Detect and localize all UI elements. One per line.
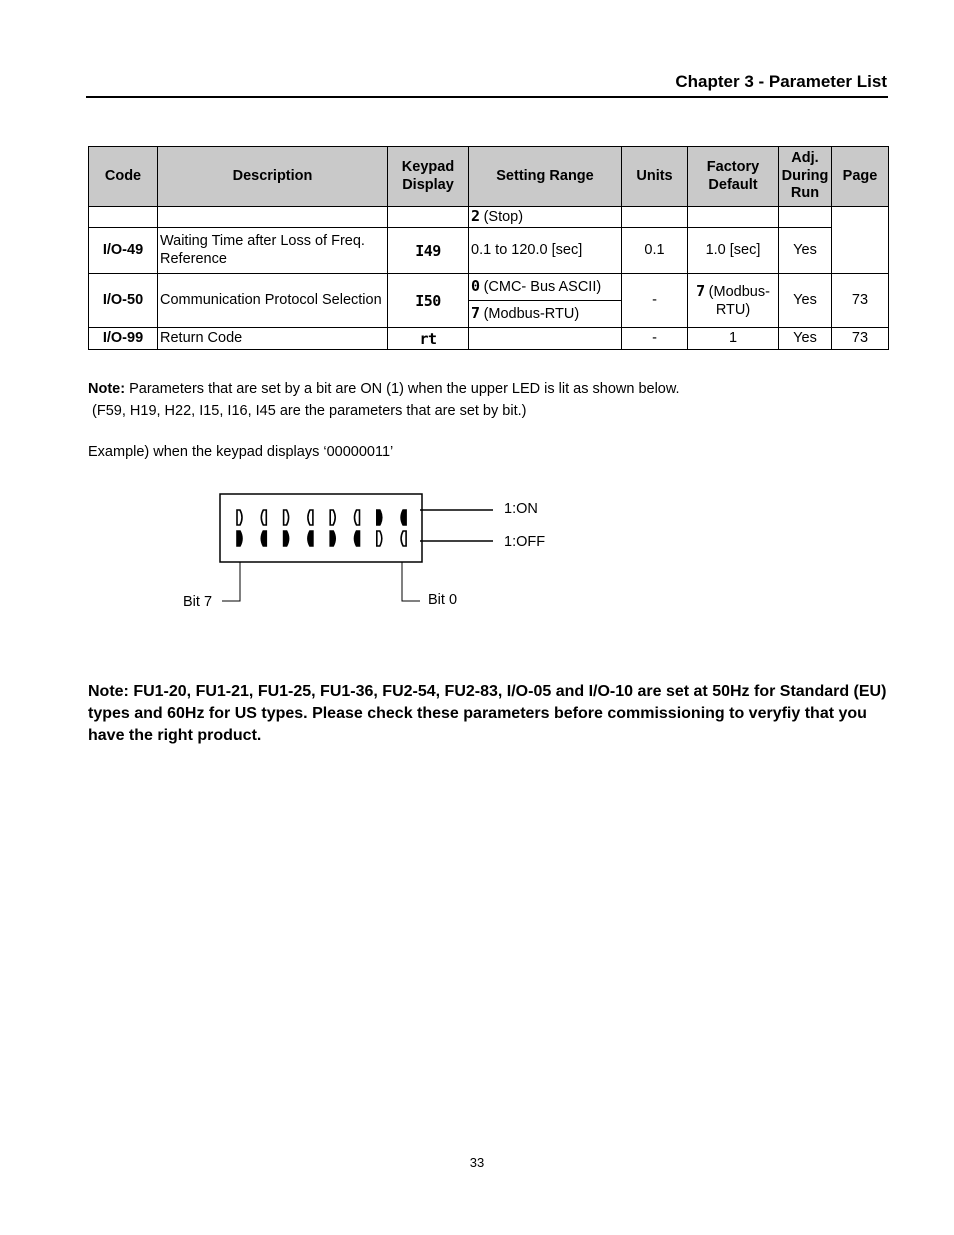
units-cell: - xyxy=(622,328,688,350)
factory-cell: 1.0 [sec] xyxy=(688,228,779,274)
page-cell: 73 xyxy=(832,274,889,328)
bit-led-diagram xyxy=(170,484,570,624)
header-adj-line3: Run xyxy=(790,185,820,202)
adj-cell: Yes xyxy=(779,274,832,328)
bit0-label: Bit 0 xyxy=(428,592,458,608)
example-text: Example) when the keypad displays ‘00000011’ xyxy=(88,444,394,460)
bit7-leader-line xyxy=(222,562,240,601)
led-lower-segment xyxy=(237,531,242,546)
header-adj-line1: Adj. xyxy=(791,150,819,167)
table-row xyxy=(89,228,889,274)
header-setting-range: Setting Range xyxy=(469,147,622,207)
header-adj xyxy=(779,147,832,207)
led-lower-segment xyxy=(355,531,360,546)
chapter-title: Chapter 3 - Parameter List xyxy=(675,72,887,91)
setting-cell xyxy=(469,301,622,328)
note-bit-parameters xyxy=(88,378,680,422)
led-box xyxy=(220,494,422,562)
setting-text: (Modbus-RTU) xyxy=(483,306,580,323)
description-cell: Waiting Time after Loss of Freq. Reference xyxy=(158,228,388,274)
led-upper-segment xyxy=(355,510,360,525)
page-number: 33 xyxy=(469,1155,485,1170)
led-upper-segment xyxy=(330,510,335,525)
units-cell: - xyxy=(622,274,688,328)
adj-cell: Yes xyxy=(779,228,832,274)
page-cell: 73 xyxy=(832,328,889,350)
note-line2: (F59, H19, H22, I15, I16, I45 are the parameters that are set by bit.) xyxy=(92,403,527,419)
setting-text: (Stop) xyxy=(483,209,524,226)
led-lower-segment xyxy=(261,531,266,546)
header-factory-line2: Default xyxy=(708,176,758,193)
table-header-row xyxy=(89,147,889,207)
factory-cell xyxy=(688,274,779,328)
keypad-cell: rt xyxy=(388,328,469,350)
header-factory xyxy=(688,147,779,207)
units-cell: 0.1 xyxy=(622,228,688,274)
keypad-cell: I49 xyxy=(388,228,469,274)
led-lower-segment xyxy=(330,531,335,546)
table-row xyxy=(89,274,889,301)
led-upper-segment xyxy=(308,510,313,525)
setting-cell xyxy=(469,274,622,301)
led-lower-segment xyxy=(308,531,313,546)
setting-cell xyxy=(469,207,622,228)
keypad-cell: I50 xyxy=(388,274,469,328)
led-lower-segment xyxy=(377,531,382,546)
off-label: 1:OFF xyxy=(504,534,546,550)
code-cell: I/O-49 xyxy=(89,228,158,274)
led-upper-segment xyxy=(261,510,266,525)
description-cell: Return Code xyxy=(158,328,388,350)
led-upper-segment xyxy=(377,510,382,525)
header-description: Description xyxy=(158,147,388,207)
bit0-leader-line xyxy=(402,562,420,601)
setting-text: (CMC- Bus ASCII) xyxy=(483,279,602,296)
note-label: Note: xyxy=(88,381,126,397)
factory-cell: 1 xyxy=(688,328,779,350)
note-frequency-types: Note: FU1-20, FU1-21, FU1-25, FU1-36, FU2-54, FU2-83, I/O-05 and I/O-10 are set at 50Hz for Standard (EU) types and 60Hz for US types. Please check these parameters before commissioning to veryfiy that you have the right product. xyxy=(88,683,887,744)
header-rule xyxy=(86,96,888,98)
header-adj-line2: During xyxy=(781,167,829,184)
led-upper-segment xyxy=(401,510,406,525)
led-lower-segment xyxy=(401,531,406,546)
setting-cell: 0.1 to 120.0 [sec] xyxy=(469,228,622,274)
on-label: 1:ON xyxy=(504,501,538,517)
header-keypad xyxy=(388,147,469,207)
header-page: Page xyxy=(832,147,889,207)
description-cell: Communication Protocol Selection xyxy=(158,274,388,328)
bit7-label: Bit 7 xyxy=(183,594,213,610)
table-row xyxy=(89,207,889,228)
note-line1: Parameters that are set by a bit are ON (1) when the upper LED is lit as shown below. xyxy=(129,381,680,397)
lcd-value: 2 xyxy=(471,207,480,226)
adj-cell: Yes xyxy=(779,328,832,350)
header-keypad-line2: Display xyxy=(402,176,454,193)
led-upper-segment xyxy=(284,510,289,525)
code-cell: I/O-99 xyxy=(89,328,158,350)
lcd-value: 7 xyxy=(696,282,705,301)
lcd-value: 0 xyxy=(471,277,480,296)
header-keypad-line1: Keypad xyxy=(401,159,455,176)
led-lower-segment xyxy=(284,531,289,546)
header-factory-line1: Factory xyxy=(706,159,760,176)
lcd-value: 7 xyxy=(471,304,480,323)
table-row xyxy=(89,328,889,350)
parameter-table xyxy=(88,146,889,350)
header-code: Code xyxy=(89,147,158,207)
led-upper-segment xyxy=(237,510,242,525)
header-units: Units xyxy=(622,147,688,207)
factory-text: (Modbus-RTU) xyxy=(708,284,770,318)
code-cell: I/O-50 xyxy=(89,274,158,328)
